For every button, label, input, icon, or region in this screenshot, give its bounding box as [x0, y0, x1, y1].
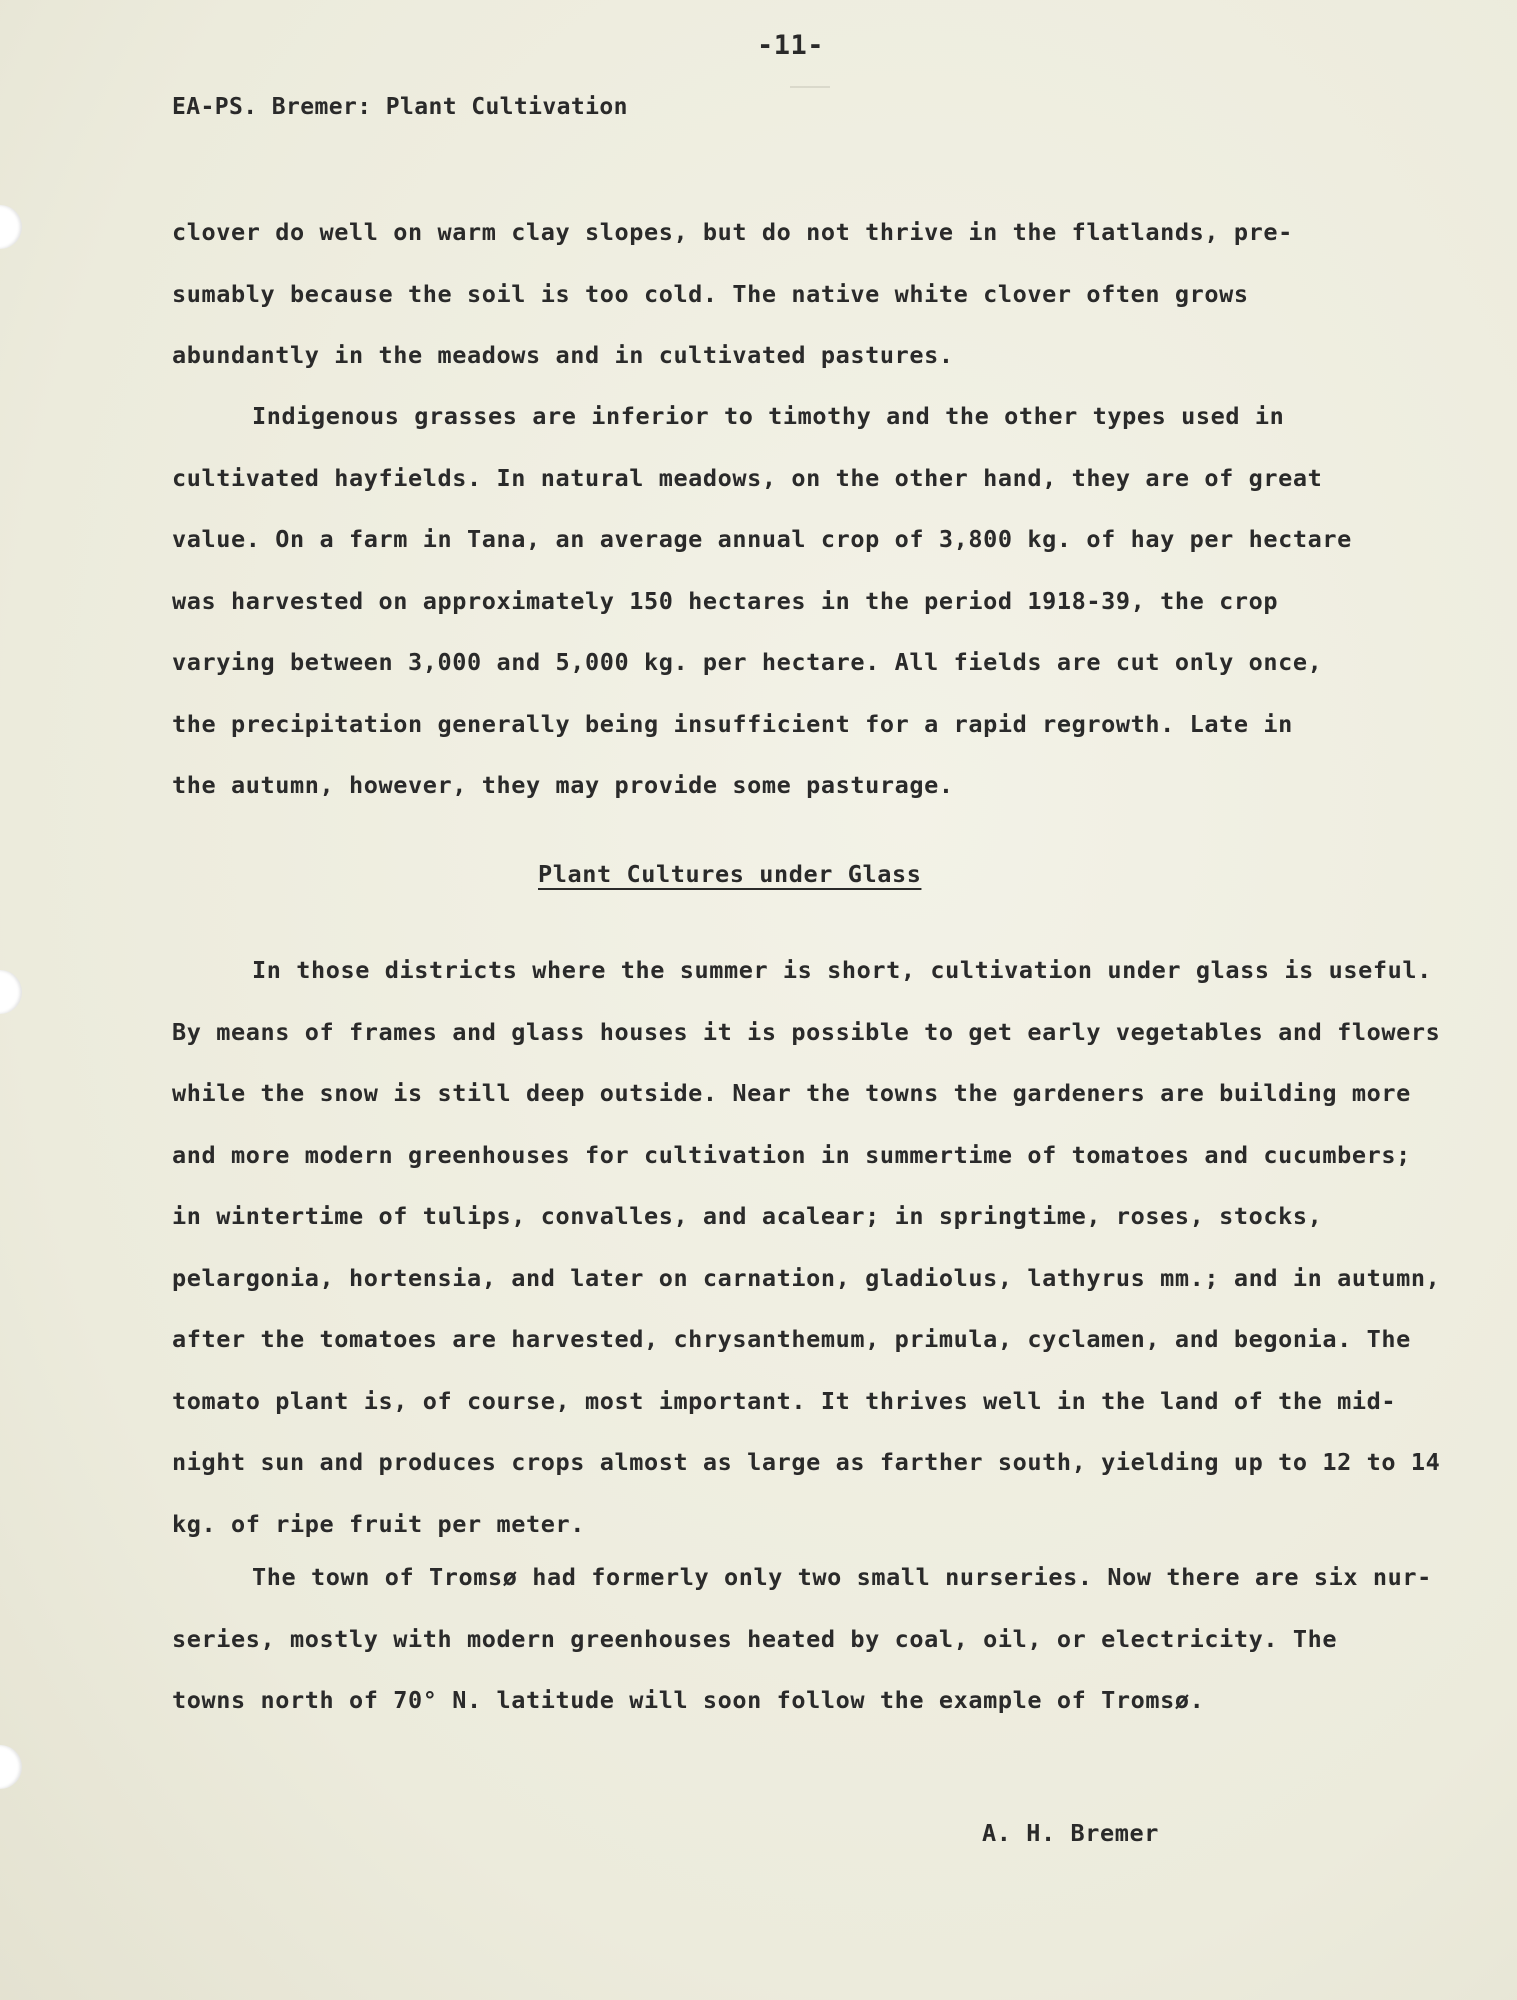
text-line: while the snow is still deep outside. Near the towns the gardeners are building more — [172, 1079, 1411, 1107]
text-line: night sun and produces crops almost as large as farther south, yielding up to 12 to 14 — [172, 1448, 1441, 1476]
text-line: the precipitation generally being insufficient for a rapid regrowth. Late in — [172, 709, 1293, 738]
text-line: the autumn, however, they may provide some pasturage. — [172, 771, 954, 799]
text-line: pelargonia, hortensia, and later on carnation, gladiolus, lathyrus mm.; and in autumn, — [172, 1263, 1441, 1292]
text-line: cultivated hayfields. In natural meadows, on the other hand, they are of great — [172, 463, 1323, 492]
punch-hole — [0, 205, 22, 249]
text-line: sumably because the soil is too cold. The native white clover often grows — [172, 279, 1249, 308]
punch-hole — [0, 970, 22, 1014]
text-line: varying between 3,000 and 5,000 kg. per hectare. All fields are cut only once, — [172, 648, 1323, 676]
text-line: In those districts where the summer is short, cultivation under glass is useful. — [252, 956, 1432, 984]
text-line: value. On a farm in Tana, an average annual crop of 3,800 kg. of hay per hectare — [172, 525, 1352, 553]
text-line: series, mostly with modern greenhouses heated by coal, oil, or electricity. The — [172, 1624, 1338, 1653]
paragraph-tromso — [172, 1547, 1492, 1732]
punch-hole — [0, 1745, 22, 1789]
text-line: tomato plant is, of course, most important. It thrives well in the land of the mid- — [172, 1386, 1397, 1415]
text-line: in wintertime of tulips, convalles, and acalear; in springtime, roses, stocks, — [172, 1202, 1323, 1230]
paragraph-glass-cultivation — [172, 940, 1492, 1555]
text-line: clover do well on warm clay slopes, but do not thrive in the flatlands, pre- — [172, 218, 1293, 246]
running-header: EA-PS. Bremer: Plant Cultivation — [172, 94, 628, 120]
text-line: Indigenous grasses are inferior to timothy and the other types used in — [252, 402, 1285, 430]
paragraph-clover — [172, 202, 1492, 387]
text-line: towns north of 70° N. latitude will soon follow the example of Tromsø. — [172, 1686, 1205, 1714]
text-line: kg. of ripe fruit per meter. — [172, 1509, 585, 1538]
text-line: and more modern greenhouses for cultivation in summertime of tomatoes and cucumbers; — [172, 1140, 1411, 1169]
text-line: By means of frames and glass houses it is possible to get early vegetables and flowers — [172, 1017, 1441, 1046]
author-signature: A. H. Bremer — [982, 1819, 1159, 1847]
text-line: was harvested on approximately 150 hectares in the period 1918-39, the crop — [172, 586, 1279, 615]
paragraph-grasses — [172, 386, 1492, 817]
text-line: abundantly in the meadows and in cultivated pastures. — [172, 341, 954, 369]
text-line: after the tomatoes are harvested, chrysanthemum, primula, cyclamen, and begonia. The — [172, 1325, 1411, 1353]
paper-smudge — [790, 86, 830, 88]
section-heading: Plant Cultures under Glass — [538, 860, 922, 888]
page-number: -11- — [757, 30, 825, 61]
text-line: The town of Tromsø had formerly only two small nurseries. Now there are six nur- — [252, 1563, 1432, 1591]
